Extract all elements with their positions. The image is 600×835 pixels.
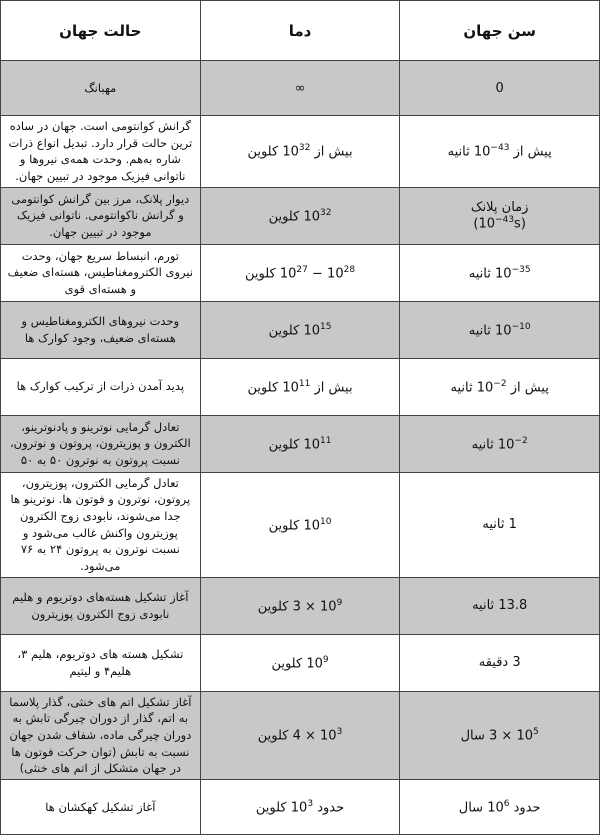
table-row [1,577,600,634]
header-state: حالت جهان [1,1,201,61]
temp-cell: $10^{32}$ کلوین [200,187,400,244]
table-row [1,187,600,244]
age-cell: زمان پلانک $(10^{-43}s)$ [400,187,600,244]
temp-cell: $10^9$ کلوین [200,634,400,691]
table-row [1,301,600,358]
state-cell: تشکیل هسته های دوتریوم، هلیم ۳، هلیم۴ و لیتیم [1,634,201,691]
temp-cell: $3 \times 10^9$ کلوین [200,577,400,634]
temp-cell: $4 \times 10^3$ کلوین [200,691,400,779]
state-cell: دیوار پلانک، مرز بین گرانش کوانتومی و گرانش ناکوانتومی. ناتوانی فیزیک موجود در تبیین جهان. [1,187,201,244]
header-temperature: دما [200,1,400,61]
temp-cell: بیش از $10^{32}$ کلوین [200,116,400,188]
age-cell: 13.8 ثانیه [400,577,600,634]
temp-cell: بیش از $10^{11}$ کلوین [200,358,400,415]
table-row [1,472,600,577]
age-cell: $10^{-35}$ ثانیه [400,244,600,301]
temp-cell: ∞ [200,61,400,116]
state-cell: پدید آمدن ذرات از ترکیب کوارک ها [1,358,201,415]
temp-cell: حدود $10^3$ کلوین [200,780,400,835]
age-cell: حدود $10^6$ سال [400,780,600,835]
age-cell: $3 \times 10^5$ سال [400,691,600,779]
temp-cell: $10^{15}$ کلوین [200,301,400,358]
age-cell: 0 [400,61,600,116]
table-row [1,780,600,835]
table-row [1,358,600,415]
table-row [1,116,600,188]
age-cell: پیش از $10^{-2}$ ثانیه [400,358,600,415]
state-cell: تعادل گرمایی الکترون، پوزیترون، پروتون، نوترون و فوتون ها. نوترینو ها جدا می‌شوند، نابودی زوج الکترون پوزیترون واکنش غالب می‌شود و نسبت نوترون به پروتون ۲۴ به ۷۶ می‌شود. [1,472,201,577]
table-row [1,634,600,691]
age-cell: $10^{-2}$ ثانیه [400,415,600,472]
table-row [1,244,600,301]
temp-cell: $10^{27} - 10^{28}$ کلوین [200,244,400,301]
temp-cell: $10^{11}$ کلوین [200,415,400,472]
state-cell: آغاز تشکیل کهکشان ها [1,780,201,835]
age-cell: پیش از $10^{-43}$ ثانیه [400,116,600,188]
table-row [1,691,600,779]
temp-cell: $10^{10}$ کلوین [200,472,400,577]
state-cell: وحدت نیروهای الکترومغناطیس و هسته‌ای ضعیف، وجود کوارک ها [1,301,201,358]
state-cell: آغاز تشکیل اتم های خنثی، گذار پلاسما به اتم، گذار از دوران چیرگی تابش به دوران چیرگی ماده، شفاف شدن جهان نسبت به تابش (توان حرکت فوتون ها در جهان متشکل از اتم های خنثی) [1,691,201,779]
table-row [1,415,600,472]
age-cell: $10^{-10}$ ثانیه [400,301,600,358]
age-cell: 3 دقیقه [400,634,600,691]
header-age: سن جهان [400,1,600,61]
state-cell: تعادل گرمایی نوترینو و پادنوترینو، الکترون و پوزیترون، پروتون و نوترون، نسبت پروتون به نوترون ۵۰ به ۵۰ [1,415,201,472]
state-cell: آغاز تشکیل هسته‌های دوتریوم و هلیم نابودی زوج الکترون پوزیترون [1,577,201,634]
state-cell: تورم، انبساط سریع جهان، وحدت نیروی الکترومغناطیس، هسته‌ای ضعیف و هسته‌ای قوی [1,244,201,301]
header-row [1,1,600,61]
age-cell: 1 ثانیه [400,472,600,577]
table-row [1,61,600,116]
state-cell: گرانش کوانتومی است. جهان در ساده ترین حالت قرار دارد. تبدیل انواع ذرات شاره به‌هم. وحدت همه‌ی نیروها و ناتوانی فیزیک موجود در تبیین جهان. [1,116,201,188]
state-cell: مهبانگ [1,61,201,116]
